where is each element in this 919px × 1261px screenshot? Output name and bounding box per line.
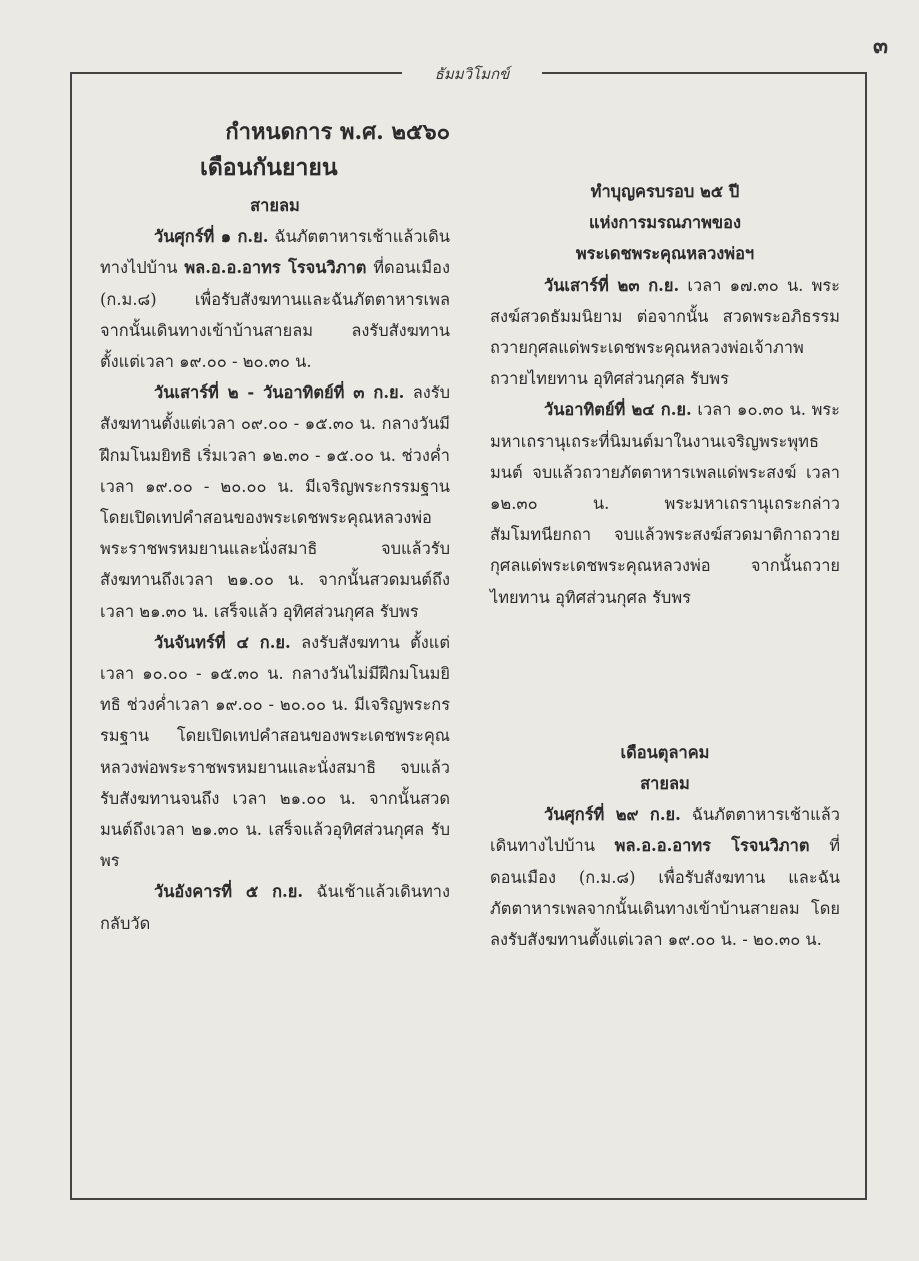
merit-heading-line-2: แห่งการมรณภาพของ: [589, 213, 741, 233]
entry-person: พล.อ.อ.อาทร โรจนวิภาต: [614, 836, 810, 856]
entry-date: วันจันทร์ที่ ๔ ก.ย.: [154, 632, 291, 652]
entry-text: เวลา ๑๗.๓๐ น. พระสงฆ์สวดธัมมนิยาม ต่อจากนั้น สวดพระอภิธรรมถวายกุศลแด่พระเดชพระคุณหลวงพ่อเจ้าภาพถวายไทยทาน อุทิศส่วนกุศล รับพร: [490, 275, 840, 389]
entry-text: เวลา ๑๐.๓๐ น. พระมหาเถรานุเถระที่นิมนต์มาในงานเจริญพระพุทธมนต์ จบแล้วถวายภัตตาหารเพลแด่พระสงฆ์ เวลา ๑๒.๓๐ น. พระมหาเถรานุเถระกล่าวสัมโมทนียกถา จบแล้วพระสงฆ์สวดมาติกาถวายกุศลแด่พระเดชพระคุณหลวงพ่อ จากนั้นถวายไทยทาน อุทิศส่วนกุศล รับพร: [490, 400, 840, 607]
schedule-entry-fri-29: [490, 799, 840, 955]
entry-date: วันอาทิตย์ที่ ๒๔ ก.ย.: [544, 400, 692, 420]
entry-text: ฉันภัตตาหารเช้าแล้วเดินทางไปบ้าน: [490, 805, 840, 856]
schedule-entry-sun-24: [490, 394, 840, 612]
left-column: [100, 114, 450, 939]
document-title: กำหนดการ พ.ศ. ๒๕๖๐: [225, 119, 450, 145]
entry-text: ที่ดอนเมือง (ก.ม.๘) เพื่อรับสังฆทานและฉันภัตตาหารเพล จากนั้นเดินทางเข้าบ้านสายลม ลงรับสังฆทานตั้งแต่เวลา ๑๙.๐๐ - ๒๐.๓๐ น.: [100, 258, 451, 372]
schedule-entry-tue-5: [100, 876, 450, 938]
header-title: ธัมมวิโมกข์: [402, 62, 542, 86]
location-heading: สายลม: [640, 774, 690, 794]
schedule-entry-sat-2: [100, 377, 450, 627]
right-column: [490, 114, 840, 955]
month-heading-october: เดือนตุลาคม: [620, 742, 710, 762]
entry-date: วันเสาร์ที่ ๒ - วันอาทิตย์ที่ ๓ ก.ย.: [154, 383, 405, 403]
schedule-entry-mon-4: [100, 627, 450, 877]
merit-heading-line-3: พระเดชพระคุณหลวงพ่อฯ: [575, 244, 755, 264]
merit-heading-line-1: ทำบุญครบรอบ ๒๕ ปี: [590, 182, 740, 201]
entry-person: พล.อ.อ.อาทร โรจนวิภาต: [184, 258, 367, 278]
entry-text: ที่ดอนเมือง (ก.ม.๘) เพื่อรับสังฆทาน และฉันภัตตาหารเพลจากนั้นเดินทางเข้าบ้านสายลม โดยลงรับสังฆทานตั้งแต่เวลา ๑๙.๐๐ น. - ๒๐.๓๐ น.: [490, 836, 840, 950]
entry-text: ลงรับสังฆทานตั้งแต่เวลา ๐๙.๐๐ - ๑๕.๓๐ น. กลางวันมีฝึกมโนมยิทธิ เริ่มเวลา ๑๒.๓๐ - ๑๕.๐๐ น. ช่วงค่ำ เวลา ๑๙.๐๐ - ๒๐.๐๐ น. มีเจริญพระกรรมฐาน โดยเปิดเทปคำสอนของพระเดชพระคุณหลวงพ่อพระราชพรหมยานและนั่งสมาธิ จบแล้วรับสังฆทานถึงเวลา ๒๑.๐๐ น. จากนั้นสวดมนต์ถึงเวลา ๒๑.๓๐ น. เสร็จแล้ว อุทิศส่วนกุศล รับพร: [100, 383, 450, 621]
location-heading: สายลม: [250, 196, 300, 215]
entry-text: ลงรับสังฆทาน ตั้งแต่เวลา ๑๐.๐๐ - ๑๕.๓๐ น. กลางวันไม่มีฝึกมโนมยิทธิ ช่วงค่ำเวลา ๑๙.๐๐ - ๒๐.๐๐ น. มีเจริญพระกรรมฐาน โดยเปิดเทปคำสอนของพระเดชพระคุณหลวงพ่อพระราชพรหมยานและนั่งสมาธิ จบแล้วรับสังฆทานจนถึง เวลา ๒๑.๐๐ น. จากนั้นสวดมนต์ถึงเวลา ๒๑.๓๐ น. เสร็จแล้วอุทิศส่วนกุศล รับพร: [100, 632, 450, 871]
schedule-entry-fri-1: [100, 221, 450, 377]
entry-date: วันศุกร์ที่ ๑ ก.ย.: [154, 227, 269, 247]
month-heading-september: เดือนกันยายน: [200, 154, 338, 181]
entry-text: ฉันภัตตาหารเช้าแล้วเดินทางไปบ้าน: [100, 227, 450, 278]
content-frame: [70, 65, 867, 1200]
entry-date: วันเสาร์ที่ ๒๓ ก.ย.: [544, 275, 680, 295]
schedule-entry-sat-23: [490, 270, 840, 395]
page-number: ๓: [872, 33, 888, 59]
entry-date: วันศุกร์ที่ ๒๙ ก.ย.: [544, 805, 681, 825]
entry-text: ฉันเช้าแล้วเดินทางกลับวัด: [100, 882, 450, 933]
entry-date: วันอังคารที่ ๕ ก.ย.: [154, 882, 304, 902]
